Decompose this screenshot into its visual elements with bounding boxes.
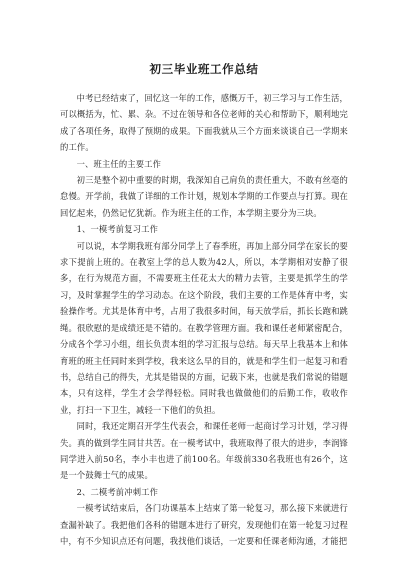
- subsection-heading-1: 1、一模考前复习工作: [76, 224, 159, 235]
- subsection-1-paragraph-2: 同时，我还定期召开学生代表会，和课任老师一起商讨学习计划，学习得失。真的做到学生同甘共苦。在一模考试中，我班取得了很大的进步，李润锋同学进入前50名，李小丰也进了前100名。年级前330名我班也有26个，这是一个鼓舞士气的成果。: [60, 421, 348, 481]
- document-title: 初三毕业班工作总结: [149, 62, 259, 76]
- subsection-heading-2: 2、二模考前冲刺工作: [76, 486, 159, 497]
- intro-paragraph: 中考已经结束了，回忆这一年的工作，感慨万千，初三学习与工作生活，可以概括为，忙、累、杂。不过在领导和各位老师的关心和帮助下，顺利地完成了各项任务，取得了预期的成果。下面我就从三个方面来谈谈自己一学期来的工作。: [60, 93, 348, 153]
- section-heading-1: 一、班主任的主要工作: [76, 158, 162, 169]
- subsection-2-paragraph: 一模考试结束后，各门功课基本上结束了第一轮复习，那么接下来就进行查漏补缺了。我把他们各科的错题本进行了研究，发现他们在第一轮复习过程中，有不少知识点还有问题，我找他们谈话，一定要和任课老师沟通，才能把: [60, 503, 348, 546]
- subsection-1-paragraph-1: 可以说，本学期我班有部分同学上了春季班，再加上部分同学在家长的要求下提前上班的。在教室上学的总人数为42人，所以，本学期相对安静了很多，在行为规范方面，不需要班主任花太大的精力去管，主要是抓学生的学习，及时掌握学生的学习动态。在这个阶段，我们主要的工作是体育中考，实验操作考。尤其是体育中考，占用了我很多时间，每天放学后，抓长长跑和跳绳。很欣慰的是成绩还是不错的。在教学管理方面。我和课任老师紧密配合，分成各个学习小组，组长负责本组的学习汇报与总结。每天早上我基本上和体育班的班主任同时来到学校，我来这么早的目的，就是和学生们一起复习和看书，总结自己的得失，尤其是错误的方面，记载下来，也就是我们常说的错题本，只有这样，学生才会学得轻松。同时我也做做他们的后勤工作，收收作业，打扫一下卫生，减轻一下他们的负担。: [60, 240, 348, 415]
- section-1-paragraph: 初三是整个初中重要的时期，我深知自己肩负的责任重大，不敢有丝毫的怠慢。开学前，我做了详细的工作计划，规划本学期的工作要点与打算。现在回忆起来，仍然记忆犹新。作为班主任的工作，本学期主要分为三块。: [60, 175, 348, 218]
